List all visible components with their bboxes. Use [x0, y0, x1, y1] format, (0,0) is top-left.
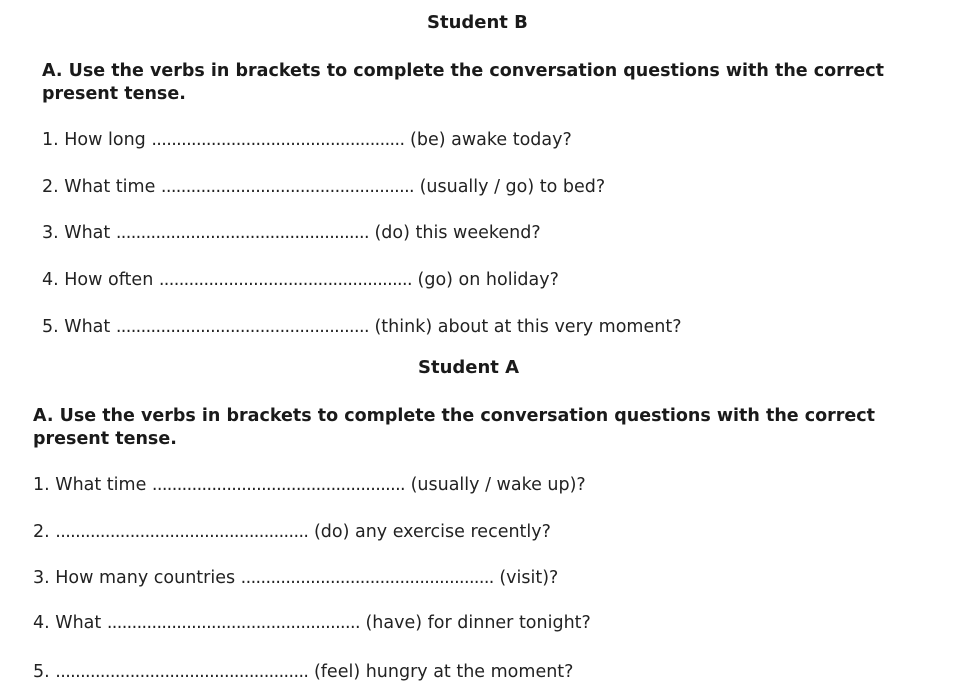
question-prefix: 5.: [33, 662, 56, 682]
answer-blank: ...................................................: [158, 270, 412, 290]
student-a-question-2: [33, 521, 551, 543]
question-prefix: 4. How often: [42, 270, 159, 290]
question-suffix: (usually / go) to bed?: [414, 177, 606, 197]
student-b-instruction: A. Use the verbs in brackets to complete the conversation questions with the correct present tense.: [42, 61, 885, 104]
answer-blank: ...................................................: [151, 475, 406, 495]
answer-blank: ...................................................: [240, 568, 494, 588]
student-b-question-1: [42, 129, 572, 151]
question-prefix: 2. What time: [42, 177, 161, 197]
student-b-title: Student B: [427, 12, 528, 33]
question-suffix: (do) this weekend?: [368, 223, 541, 243]
answer-blank: ...................................................: [160, 177, 415, 197]
answer-blank: ...................................................: [115, 223, 369, 243]
question-prefix: 1. How long: [42, 130, 152, 150]
question-prefix: 3. What: [42, 223, 116, 243]
question-suffix: (usually / wake up)?: [405, 475, 586, 495]
question-suffix: (think) about at this very moment?: [368, 317, 682, 337]
student-b-question-4: [42, 269, 559, 291]
student-a-question-5: [33, 661, 573, 683]
student-a-instruction: A. Use the verbs in brackets to complete the conversation questions with the correct present tense.: [33, 406, 876, 449]
question-suffix: (feel) hungry at the moment?: [308, 662, 574, 682]
question-prefix: 4. What: [33, 613, 107, 633]
question-prefix: 1. What time: [33, 475, 152, 495]
question-prefix: 2.: [33, 522, 56, 542]
question-suffix: (go) on holiday?: [411, 270, 559, 290]
answer-blank: ...................................................: [55, 522, 309, 542]
student-a-question-3: [33, 567, 558, 589]
question-suffix: (be) awake today?: [404, 130, 572, 150]
student-a-title: Student A: [418, 357, 520, 378]
student-a-question-1: [33, 474, 586, 496]
answer-blank: ...................................................: [106, 613, 360, 633]
answer-blank: ...................................................: [115, 317, 369, 337]
question-suffix: (do) any exercise recently?: [308, 522, 551, 542]
student-b-question-2: [42, 176, 605, 198]
student-b-question-5: [42, 316, 682, 338]
question-prefix: 5. What: [42, 317, 116, 337]
answer-blank: ...................................................: [55, 662, 309, 682]
question-suffix: (visit)?: [493, 568, 559, 588]
question-prefix: 3. How many countries: [33, 568, 241, 588]
student-a-question-4: [33, 612, 591, 634]
answer-blank: ...................................................: [151, 130, 405, 150]
question-suffix: (have) for dinner tonight?: [359, 613, 591, 633]
student-b-question-3: [42, 222, 541, 244]
